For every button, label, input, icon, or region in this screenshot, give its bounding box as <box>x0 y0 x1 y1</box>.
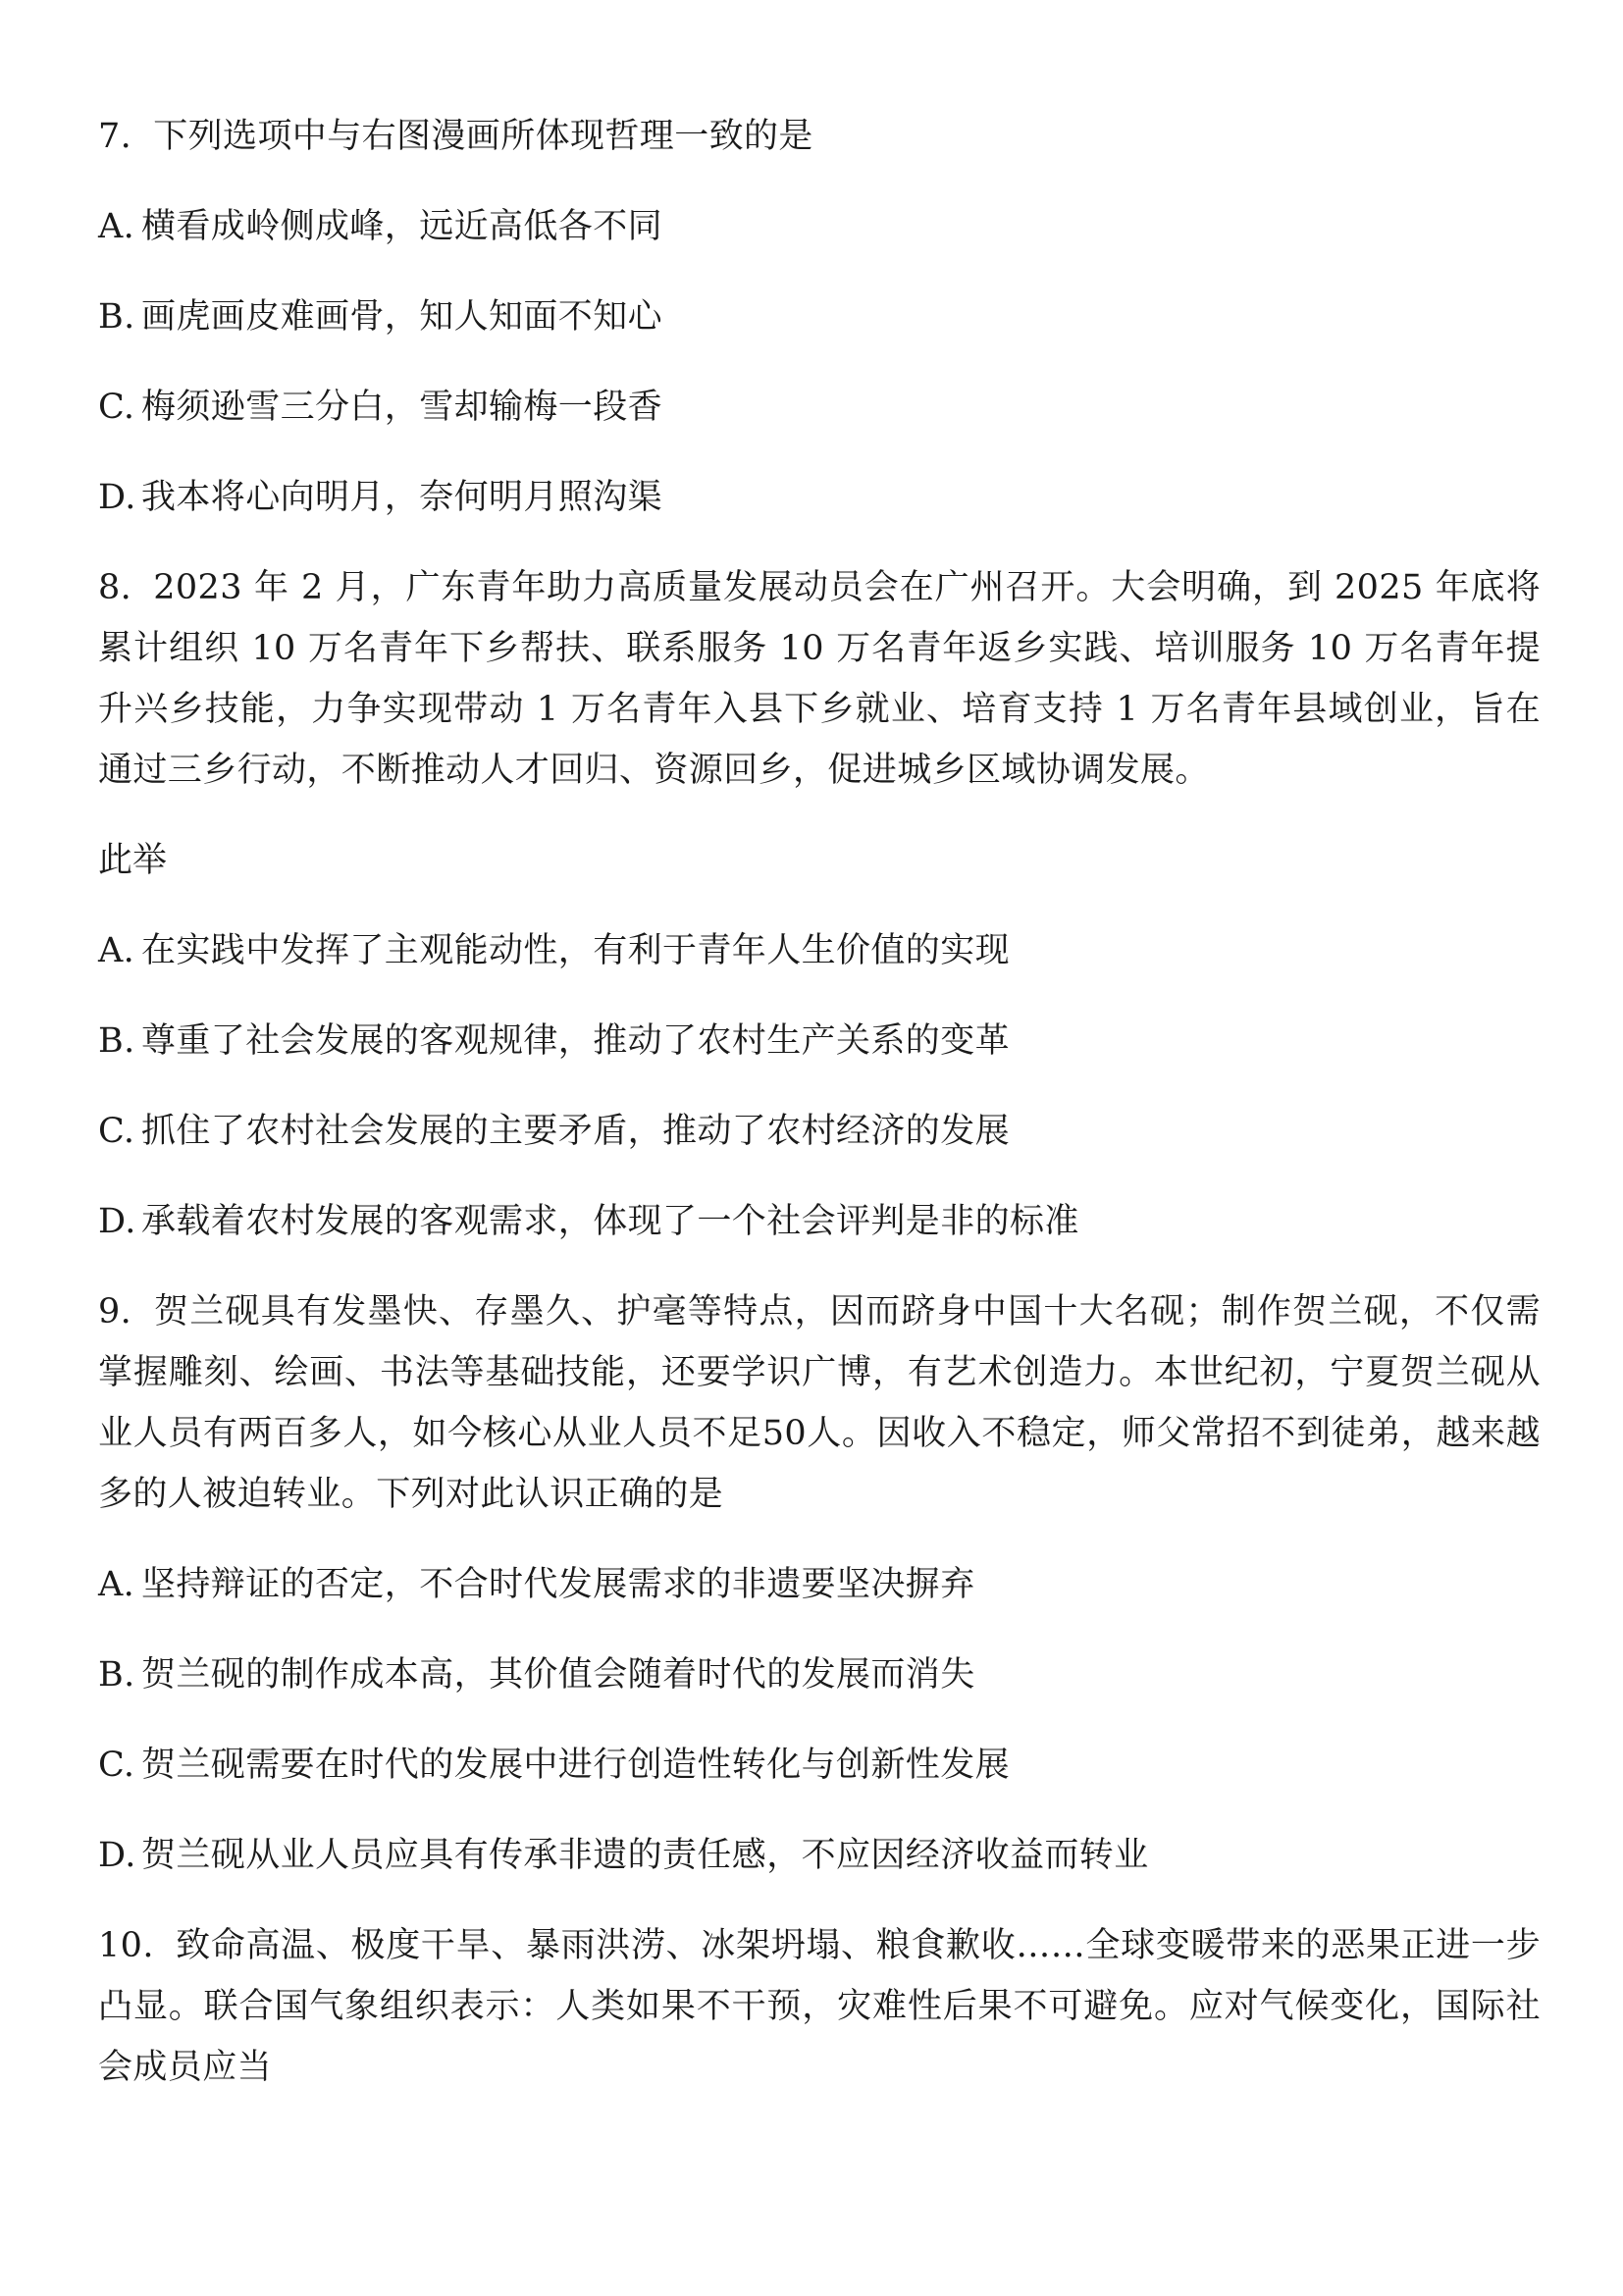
question-text: 致命高温、极度干旱、暴雨洪涝、冰架坍塌、粮食歉收……全球变暖带来的恶果正进一步凸显。联合国气象组织表示：人类如果不干预，灾难性后果不可避免。应对气候变化，国际社会成员应当 <box>98 1926 1541 2087</box>
option-b <box>98 1644 1541 1705</box>
option-text: 横看成岭侧成峰，远近高低各不同 <box>141 207 663 246</box>
question-prompt: 此举 <box>98 841 168 880</box>
option-letter: C. <box>98 388 135 427</box>
question-stem <box>98 1281 1541 1525</box>
question-number: 10. <box>98 1926 154 1965</box>
option-b <box>98 1011 1541 1071</box>
option-d <box>98 1825 1541 1886</box>
question-stem <box>98 557 1541 801</box>
question-stem <box>98 1915 1541 2098</box>
option-text: 贺兰砚的制作成本高，其价值会随着时代的发展而消失 <box>141 1655 975 1695</box>
option-text: 贺兰砚需要在时代的发展中进行创造性转化与创新性发展 <box>141 1746 1011 1785</box>
option-letter: B. <box>98 297 135 337</box>
option-letter: C. <box>98 1746 135 1785</box>
question-text: 贺兰砚具有发墨快、存墨久、护毫等特点，因而跻身中国十大名砚；制作贺兰砚，不仅需掌握雕刻、绘画、书法等基础技能，还要学识广博，有艺术创造力。本世纪初，宁夏贺兰砚从业人员有两百多人，如今核心从业人员不足50人。因收入不稳定，师父常招不到徒弟，越来越多的人被迫转业。下列对此认识正确的是 <box>98 1292 1541 1514</box>
option-letter: B. <box>98 1021 135 1061</box>
option-d <box>98 1191 1541 1252</box>
question-9 <box>98 1281 1541 1886</box>
option-text: 在实践中发挥了主观能动性，有利于青年人生价值的实现 <box>141 931 1011 970</box>
question-text: 下列选项中与右图漫画所体现哲理一致的是 <box>153 117 813 156</box>
option-d <box>98 467 1541 528</box>
option-b <box>98 287 1541 347</box>
option-letter: B. <box>98 1655 135 1695</box>
option-letter: C. <box>98 1112 135 1151</box>
option-text: 贺兰砚从业人员应具有传承非遗的责任感，不应因经济收益而转业 <box>141 1836 1149 1875</box>
option-a <box>98 920 1541 981</box>
option-text: 我本将心向明月，奈何明月照沟渠 <box>141 478 663 517</box>
option-c <box>98 1101 1541 1162</box>
option-text: 画虎画皮难画骨，知人知面不知心 <box>141 297 663 337</box>
option-letter: D. <box>98 1202 136 1241</box>
question-number: 9. <box>98 1292 132 1331</box>
option-letter: A. <box>98 931 135 970</box>
exam-page <box>98 106 1541 2127</box>
option-text: 尊重了社会发展的客观规律，推动了农村生产关系的变革 <box>141 1021 1011 1061</box>
question-8 <box>98 557 1541 1252</box>
option-letter: D. <box>98 1836 136 1875</box>
option-text: 梅须逊雪三分白，雪却输梅一段香 <box>141 388 663 427</box>
question-7 <box>98 106 1541 528</box>
option-c <box>98 377 1541 438</box>
option-text: 坚持辩证的否定，不合时代发展需求的非遗要坚决摒弃 <box>141 1565 975 1604</box>
question-number: 8. <box>98 568 132 607</box>
option-letter: D. <box>98 478 136 517</box>
question-text: 2023 年 2 月，广东青年助力高质量发展动员会在广州召开。大会明确，到 2025 年底将累计组织 10 万名青年下乡帮扶、联系服务 10 万名青年返乡实践、培训服务 10 万名青年提升兴乡技能，力争实现带动 1 万名青年入县下乡就业、培育支持 1 万名青年县域创业，旨在通过三乡行动，不断推动人才回归、资源回乡，促进城乡区域协调发展。 <box>98 568 1541 790</box>
question-10 <box>98 1915 1541 2098</box>
option-a <box>98 196 1541 257</box>
option-text: 抓住了农村社会发展的主要矛盾，推动了农村经济的发展 <box>141 1112 1011 1151</box>
question-number: 7. <box>98 117 132 156</box>
option-text: 承载着农村发展的客观需求，体现了一个社会评判是非的标准 <box>141 1202 1079 1241</box>
question-stem <box>98 106 1541 167</box>
option-letter: A. <box>98 207 135 246</box>
option-a <box>98 1554 1541 1615</box>
option-c <box>98 1735 1541 1796</box>
option-letter: A. <box>98 1565 135 1604</box>
